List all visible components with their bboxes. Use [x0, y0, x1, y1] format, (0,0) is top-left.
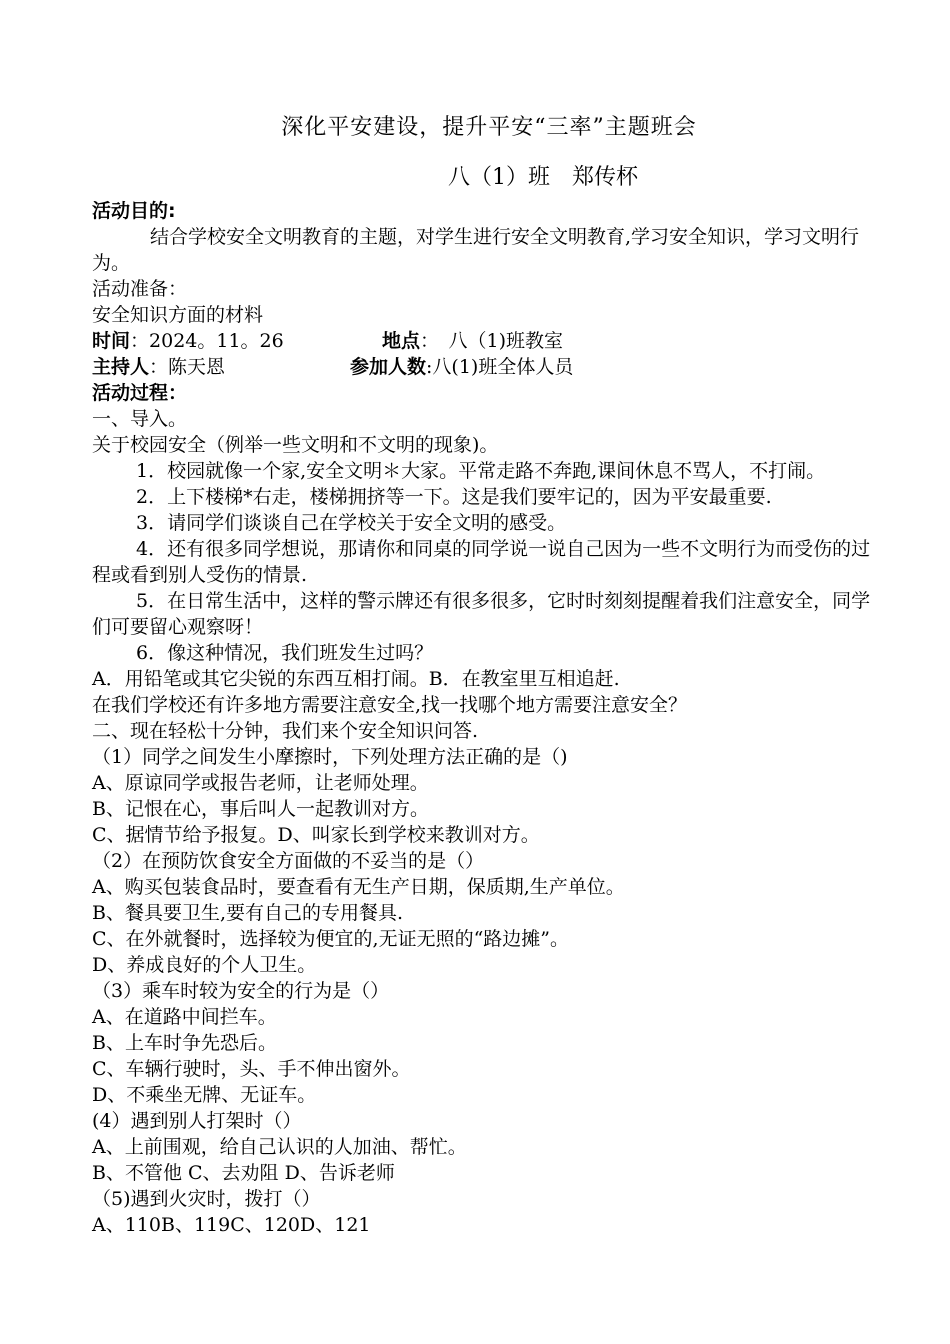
section1-closing: 在我们学校还有许多地方需要注意安全,找一找哪个地方需要注意安全？	[92, 694, 688, 716]
count-cell	[350, 354, 573, 380]
answer-option: A、在道路中间拦车。	[92, 1006, 277, 1028]
purpose-text: 结合学校安全文明教育的主题，对学生进行安全文明教育,学习安全知识，学习文明行为。	[92, 226, 860, 274]
list-item: 1．校园就像一个家,安全文明＊大家。平常走路不奔跑,课间休息不骂人，不打闹。	[136, 460, 826, 482]
host-value: ：陈天恩	[149, 356, 226, 378]
section2-heading: 二、现在轻松十分钟，我们来个安全知识问答.	[92, 720, 479, 742]
answer-option: A、购买包装食品时，要查看有无生产日期，保质期,生产单位。	[92, 876, 625, 898]
place-cell	[382, 328, 563, 354]
answer-option: A、上前围观，给自己认识的人加油、帮忙。	[92, 1136, 467, 1158]
class-author-line: 八（1）班 郑传杯	[448, 165, 638, 190]
time-label: 时间	[92, 330, 131, 352]
host-label: 主持人	[92, 356, 150, 378]
section1-intro: 关于校园安全（例举一些文明和不文明的现象)。	[92, 434, 499, 456]
process-heading: 活动过程：	[92, 382, 188, 404]
answer-option: B、不管他 C、去劝阻 D、告诉老师	[92, 1162, 395, 1184]
list-item: 3．请同学们谈谈自己在学校关于安全文明的感受。	[136, 512, 567, 534]
time-cell	[92, 328, 382, 354]
prep-heading: 活动准备：	[92, 278, 188, 300]
answer-option: B、餐具要卫生,要有自己的专用餐具.	[92, 902, 404, 924]
question-1: （1）同学之间发生小摩擦时，下列处理方法正确的是（)	[92, 746, 568, 768]
answer-option: B、上车时争先恐后。	[92, 1032, 277, 1054]
question-2: （2）在预防饮食安全方面做的不妥当的是（）	[92, 850, 485, 872]
info-row-host-count	[92, 354, 872, 380]
section1-heading: 一、导入。	[92, 408, 188, 430]
list-item: 4．还有很多同学想说，那请你和同桌的同学说一说自己因为一些不文明行为而受伤的过程或看到别人受伤的情景.	[92, 538, 871, 586]
count-value: :八(1)班全体人员	[426, 356, 574, 378]
prep-text: 安全知识方面的材料	[92, 304, 264, 326]
time-value: ：2024。11。26	[130, 330, 284, 352]
answer-option: C、据情节给予报复。D、叫家长到学校来教训对方。	[92, 824, 540, 846]
place-value: ： 八（1)班教室	[420, 330, 564, 352]
answer-option: C、车辆行驶时，头、手不伸出窗外。	[92, 1058, 411, 1080]
count-label: 参加人数	[350, 356, 427, 378]
answer-option: C、在外就餐时，选择较为便宜的,无证无照的“路边摊”。	[92, 928, 570, 950]
question-4: (4）遇到别人打架时（）	[92, 1110, 302, 1132]
place-label: 地点	[382, 330, 421, 352]
document-title: 深化平安建设，提升平安“三率”主题班会	[281, 115, 697, 140]
answer-option: A、原谅同学或报告老师，让老师处理。	[92, 772, 429, 794]
answer-option: A、110B、119C、120D、121	[92, 1214, 371, 1236]
answer-option: D、不乘坐无牌、无证车。	[92, 1084, 317, 1106]
document-body	[92, 198, 872, 1238]
question-5: （5)遇到火灾时，拨打（）	[92, 1188, 321, 1210]
list-item: 2．上下楼梯*右走，楼梯拥挤等一下。这是我们要牢记的，因为平安最重要.	[136, 486, 772, 508]
section1-options: A．用铅笔或其它尖锐的东西互相打闹。B．在教室里互相追赶.	[92, 668, 620, 690]
host-cell	[92, 354, 350, 380]
answer-option: B、记恨在心，事后叫人一起教训对方。	[92, 798, 429, 820]
list-item: 6．像这种情况，我们班发生过吗？	[136, 642, 434, 664]
answer-option: D、养成良好的个人卫生。	[92, 954, 317, 976]
list-item: 5．在日常生活中，这样的警示牌还有很多很多，它时时刻刻提醒着我们注意安全，同学们可要留心观察呀！	[92, 590, 871, 638]
question-3: （3）乘车时较为安全的行为是（）	[92, 980, 390, 1002]
purpose-heading: 活动目的:	[92, 200, 176, 222]
info-row-time-place	[92, 328, 872, 354]
